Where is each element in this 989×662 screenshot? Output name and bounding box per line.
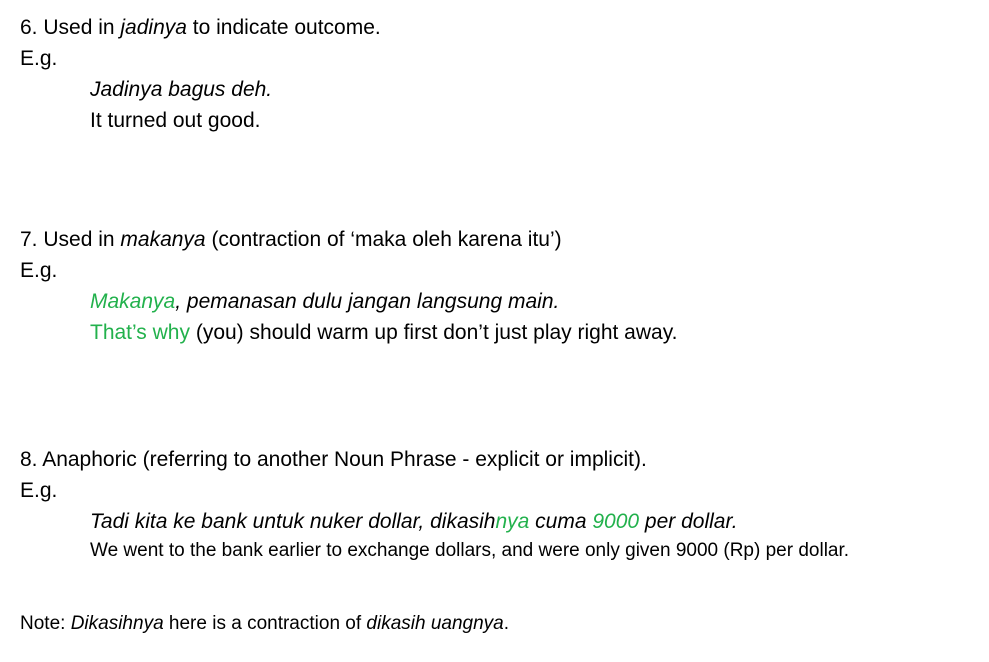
section-6-heading-italic: jadinya: [120, 16, 187, 39]
section-8-example-translation: We went to the bank earlier to exchange dollars, and were only given 9000 (Rp) per dollar.: [90, 540, 850, 561]
section-7-source-highlight: Makanya: [90, 290, 176, 313]
note-italic-1: Dikasihnya: [70, 613, 164, 634]
section-8-example-source: [20, 506, 980, 537]
section-7-example-source: [20, 286, 980, 317]
section-6-eg-label: E.g.: [20, 47, 58, 70]
section-6: [20, 12, 980, 136]
section-8-source-highlight-amount: 9000: [592, 510, 640, 533]
section-8-source-highlight-nya: nya: [495, 510, 530, 533]
section-8-source-part2: cuma: [529, 510, 593, 533]
note-italic-2: dikasih uangnya: [366, 613, 504, 634]
section-8-source-part3: per dollar.: [639, 510, 738, 533]
section-7-source-rest: , pemanasan dulu jangan langsung main.: [175, 290, 560, 313]
section-6-example-source: Jadinya bagus deh.: [90, 78, 273, 101]
section-8-number: 8.: [20, 448, 38, 471]
section-6-heading-before: Used in: [37, 16, 121, 39]
section-7-heading-italic: makanya: [120, 228, 206, 251]
note-label: Note:: [20, 613, 71, 634]
section-7-heading-before: Used in: [37, 228, 121, 251]
section-6-number: 6.: [20, 16, 38, 39]
section-8-heading: [20, 444, 980, 475]
section-8-eg-label: E.g.: [20, 479, 58, 502]
section-6-heading-after: to indicate outcome.: [186, 16, 381, 39]
section-8-source-part1: Tadi kita ke bank untuk nuker dollar, dikasih: [90, 510, 496, 533]
section-8-heading-before: Anaphoric (referring to another Noun Phrase - explicit or implicit).: [37, 448, 647, 471]
section-6-example-translation: It turned out good.: [90, 109, 261, 132]
note-end: .: [503, 613, 510, 634]
section-7-number: 7.: [20, 228, 38, 251]
section-7-translation-highlight: That’s why: [90, 321, 190, 344]
section-7-example-translation: [20, 317, 980, 348]
note-text: [20, 610, 980, 638]
section-7-eg-label: E.g.: [20, 259, 58, 282]
section-7: [20, 224, 980, 348]
document-note: [20, 610, 980, 638]
section-7-heading-after: (contraction of ‘maka oleh karena itu’): [205, 228, 562, 251]
section-7-translation-rest: (you) should warm up first don’t just play right away.: [190, 321, 678, 344]
section-7-heading: [20, 224, 980, 255]
section-6-heading: [20, 12, 980, 43]
note-middle: here is a contraction of: [163, 613, 367, 634]
section-8: [20, 444, 980, 565]
